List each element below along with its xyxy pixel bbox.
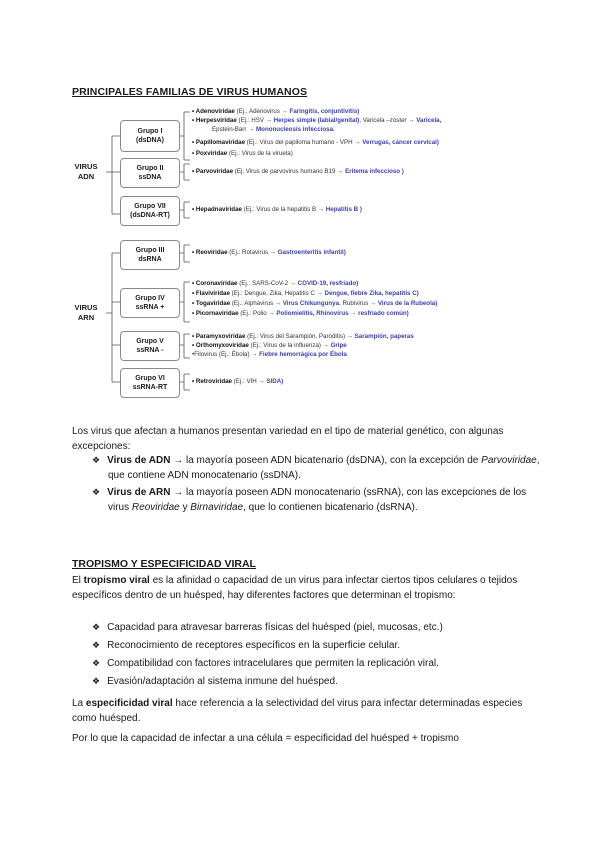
family-entry: •Filovirus (Ej.: Ébola) → Fiebre hemorrágica por Ébola bbox=[192, 351, 347, 358]
list-item: ❖ Evasión/adaptación al sistema inmune del huésped. bbox=[92, 676, 338, 687]
family-entry: • Picornaviridae (Ej.: Polio → Poliomielitis, Rhinovirus → resfriado común) bbox=[192, 310, 409, 317]
intro-paragraph: Los virus que afectan a humanos presentan variedad en el tipo de material genético, con algunas excepciones: bbox=[72, 426, 504, 452]
family-entry: • Coronaviridae (Ej.: SARS-CoV-2 → COVID-19, resfriado) bbox=[192, 280, 359, 287]
tropismo-paragraph: El tropismo viral es la afinidad o capacidad de un virus para infectar ciertos tipos celulares o tejidos específicos dentro de un huésped, hay diferentes factores que determinan el tropismo: bbox=[72, 575, 518, 601]
group-box-6: Grupo VI ssRNA-RT bbox=[120, 368, 180, 398]
family-entry: • Togaviridae (Ej.: Alphavirus → Virus Chikungunya, Rubivirus → Virus de la Rubeola) bbox=[192, 300, 438, 307]
family-entry-continued: Epstein-Barr → Mononucleosis infecciosa. bbox=[212, 126, 335, 133]
diamond-bullet-icon: ❖ bbox=[92, 676, 101, 686]
list-item-adn: ❖ Virus de ADN → la mayoría poseen ADN bicatenario (dsDNA), con la excepción de Parvoviridae, que contiene ADN monocatenario (ssDNA). bbox=[92, 455, 540, 481]
section-title-tropismo: TROPISMO Y ESPECIFICIDAD VIRAL bbox=[72, 558, 256, 570]
family-entry: • Paramyxoviridae (Ej.: Virus del Sarampión, Paroditis) → Sarampión, paperas bbox=[192, 333, 414, 340]
group-box-3: Grupo III dsRNA bbox=[120, 240, 180, 270]
group-box-1: Grupo I (dsDNA) bbox=[120, 120, 180, 152]
family-entry: • Retroviridae (Ej.: VIH → SIDA) bbox=[192, 378, 284, 385]
list-item: ❖ Capacidad para atravesar barreras físicas del huésped (piel, mucosas, etc.) bbox=[92, 622, 443, 633]
especificidad-paragraph: La especificidad viral hace referencia a la selectividad del virus para infectar determinadas especies como huésped. bbox=[72, 698, 523, 724]
section-title-familias: PRINCIPALES FAMILIAS DE VIRUS HUMANOS bbox=[72, 86, 308, 98]
virus-arn-label: VIRUS ARN bbox=[74, 303, 98, 322]
family-entry: • Papillomaviridae (Ej.: Virus del papiloma humano - VPH → Verrugas, cáncer cervical) bbox=[192, 139, 439, 146]
diamond-bullet-icon: ❖ bbox=[92, 487, 101, 497]
list-item: ❖ Reconocimiento de receptores específicos en la superficie celular. bbox=[92, 640, 401, 651]
family-entry: • Flaviviridae (Ej.: Dengue, Zika, Hepatitis C → Dengue, fiebre Zika, hepatitis C) bbox=[192, 290, 419, 297]
family-entry: • Adenoviridae (Ej.: Adenovirus → Faringitis, conjuntivitis) bbox=[192, 108, 360, 115]
formula-paragraph: Por lo que la capacidad de infectar a una célula = especificidad del huésped + tropismo bbox=[72, 733, 459, 744]
diamond-bullet-icon: ❖ bbox=[92, 455, 101, 465]
group-box-7: Grupo VII (dsDNA-RT) bbox=[120, 196, 180, 226]
group-box-2: Grupo II ssDNA bbox=[120, 158, 180, 188]
family-entry: • Orthomyxoviridae (Ej.: Virus de la influenza) → Gripe bbox=[192, 342, 347, 349]
diamond-bullet-icon: ❖ bbox=[92, 640, 101, 650]
family-entry: • Parvoviridae (Ej. Virus de parvovirus humano B19 → Eritema infeccioso ) bbox=[192, 168, 404, 175]
diamond-bullet-icon: ❖ bbox=[92, 658, 101, 668]
family-entry: • Poxviridae (Ej.: Virus de la viruela) bbox=[192, 150, 293, 157]
family-entry: • Reoviridae (Ej.: Rotavirus → Gastroenteritis infantil) bbox=[192, 249, 346, 256]
virus-adn-label: VIRUS ADN bbox=[74, 162, 98, 181]
list-item-arn: ❖ Virus de ARN → la mayoría poseen ADN monocatenario (ssRNA), con las excepciones de los virus Reoviridae y Birnaviridae, que lo contienen bicatenario (dsRNA). bbox=[92, 487, 527, 513]
diamond-bullet-icon: ❖ bbox=[92, 622, 101, 632]
family-entry: • Hepadnaviridae (Ej.: Virus de la hepatitis B → Hepatitis B ) bbox=[192, 206, 362, 213]
list-item: ❖ Compatibilidad con factores intracelulares que permiten la replicación viral. bbox=[92, 658, 439, 669]
group-box-4: Grupo IV ssRNA + bbox=[120, 288, 180, 318]
family-entry: • Herpesviridae (Ej.: HSV → Herpes simple (labial/genital), Varicela –zóster → Varicela, bbox=[192, 117, 442, 124]
group-box-5: Grupo V ssRNA - bbox=[120, 331, 180, 361]
